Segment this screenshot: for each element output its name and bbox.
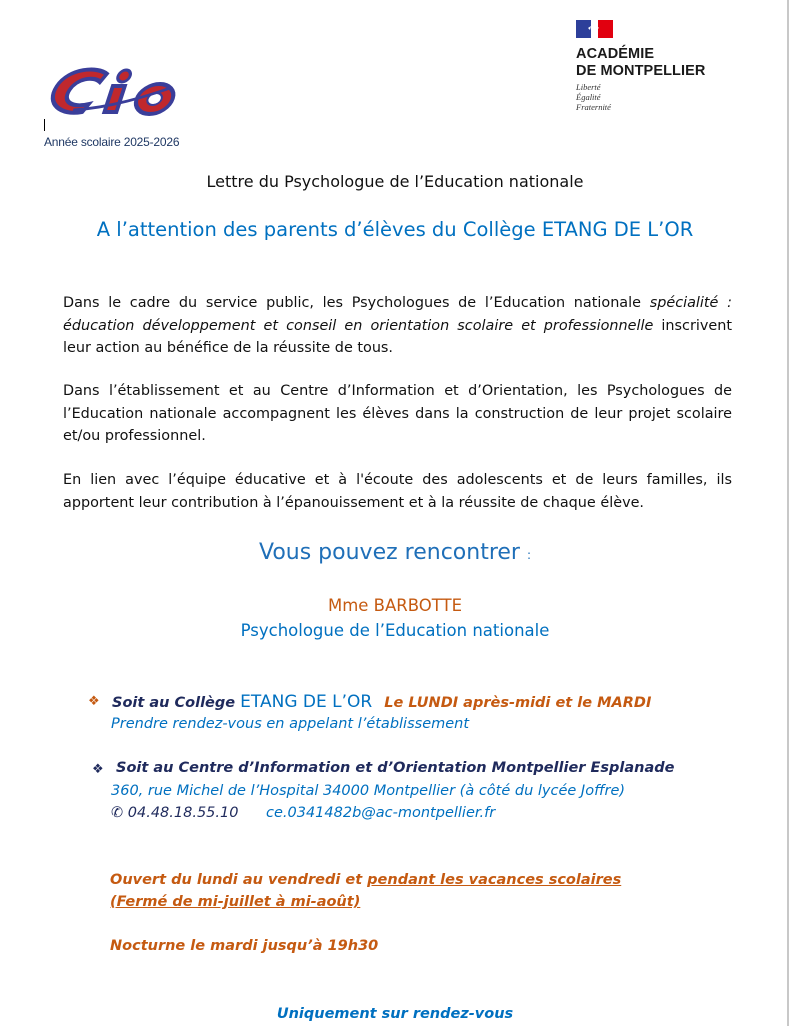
page-edge (787, 0, 789, 1026)
college-appointment-note: Prendre rendez-vous en appelant l’établissement (111, 716, 470, 732)
cio-phone: ✆ 04.48.18.55.10 (111, 805, 239, 821)
late-opening: Nocturne le mardi jusqu’à 19h30 (110, 938, 379, 954)
paragraph-3: En lien avec l’équipe éducative et à l'écoute des adolescents et de leurs familles, ils apportent leur contribution à l’épanouissement et à la réussite de chaque élève. (63, 472, 732, 511)
phone-icon: ✆ (111, 805, 124, 821)
academie-name: ACADÉMIE DE MONTPELLIER (576, 46, 706, 79)
marianne-flag-icon (576, 20, 613, 38)
letter-subtitle: A l’attention des parents d’élèves du Collège ETANG DE L’OR (96, 218, 694, 241)
psychologist-name: Mme BARBOTTE (327, 596, 463, 615)
school-year: Année scolaire 2025-2026 (44, 135, 180, 149)
academie-logo (576, 20, 706, 112)
meet-heading: Vous pouvez rencontrer : (258, 540, 532, 565)
cio-email[interactable]: ce.0341482b@ac-montpellier.fr (266, 805, 496, 821)
text-cursor (44, 119, 45, 131)
psychologist-role: Psychologue de l’Education nationale (240, 621, 550, 640)
republic-motto: Liberté Égalité Fraternité (576, 82, 611, 112)
letter-title: Lettre du Psychologue de l’Education nationale (206, 172, 584, 191)
opening-hours: Ouvert du lundi au vendredi et pendant les vacances scolaires (110, 872, 622, 888)
appointment-only: Uniquement sur rendez-vous (276, 1006, 514, 1022)
specialty-text: spécialité : éducation développement et conseil en orientation scolaire et professionnelle (63, 295, 732, 334)
college-name: ETANG DE L’OR (240, 692, 373, 712)
diamond-bullet-icon: ❖ (92, 762, 104, 777)
college-days: Le LUNDI après-midi et le MARDI (384, 695, 652, 711)
paragraph-1: Dans le cadre du service public, les Psychologues de l’Education nationale spécialité : éducation développement et conseil en orientation scolaire et professionnelle inscrivent leur action au bénéfice de la réussite de tous. (63, 295, 733, 356)
cio-address: 360, rue Michel de l’Hospital 34000 Montpellier (à côté du lycée Joffre) (111, 783, 626, 799)
closing-period: (Fermé de mi-juillet à mi-août) (110, 894, 361, 910)
paragraph-2: Dans l’établissement et au Centre d’Information et d’Orientation, les Psychologues de l’Education nationale accompagnent les élèves dans la construction de leur projet scolaire et/ou professionnel. (63, 383, 732, 444)
cio-logo (48, 64, 190, 124)
diamond-bullet-icon: ❖ (88, 694, 100, 709)
